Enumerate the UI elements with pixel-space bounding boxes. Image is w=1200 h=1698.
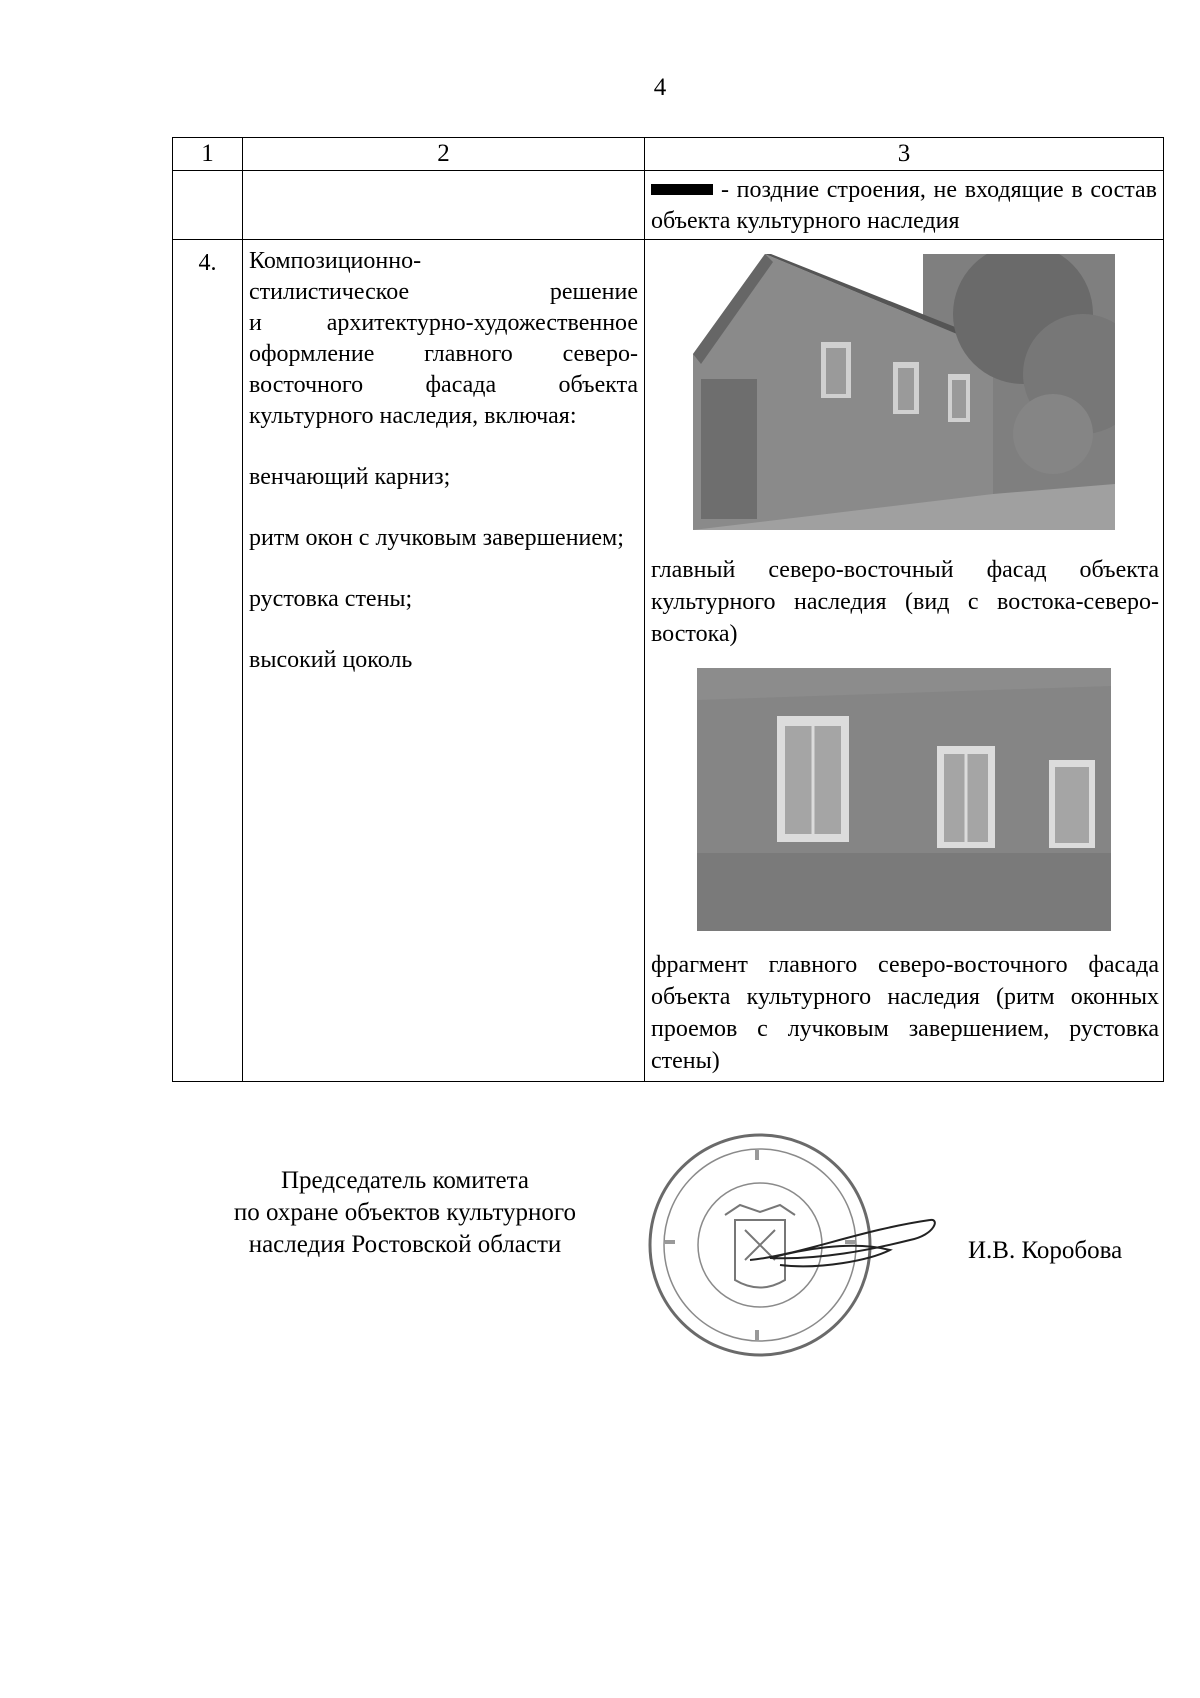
feature-item: высокий цоколь bbox=[249, 647, 413, 673]
handwritten-signature-icon bbox=[740, 1200, 940, 1280]
facade-photo-2 bbox=[697, 668, 1111, 931]
header-col-1: 1 bbox=[173, 138, 243, 171]
legend-row-col2 bbox=[243, 171, 645, 240]
header-col-2: 2 bbox=[243, 138, 645, 171]
feature-item: ритм окон с лучковым завершением; bbox=[249, 525, 624, 551]
description-line: Композиционно- bbox=[249, 248, 422, 274]
signatory-position bbox=[200, 1165, 610, 1261]
position-line: по охране объектов культурного bbox=[233, 1199, 577, 1226]
row-description-cell bbox=[243, 240, 645, 1082]
signatory-name: И.В. Коробова bbox=[968, 1237, 1123, 1264]
heritage-table bbox=[172, 137, 1164, 1082]
description-line: культурного наследия, включая: bbox=[249, 403, 577, 429]
description-line: восточного фасада объекта bbox=[249, 372, 638, 398]
photo-2-caption bbox=[645, 949, 1163, 1081]
legend-row-col3 bbox=[645, 171, 1164, 240]
row-number-cell bbox=[173, 240, 243, 1082]
page-number: 4 bbox=[653, 74, 667, 101]
header-col-3: 3 bbox=[645, 138, 1164, 171]
position-line: наследия Ростовской области bbox=[248, 1231, 562, 1258]
legend-black-bar bbox=[651, 184, 713, 195]
feature-item: рустовка стены; bbox=[249, 586, 413, 612]
photo-2-caption-text: фрагмент главного северо-восточного фасада объекта культурного наследия (ритм оконных проемов с лучковым завершением, рустовка стены) bbox=[651, 952, 1159, 1074]
facade-photo-1 bbox=[693, 254, 1115, 530]
photo-1-caption-text: главный северо-восточный фасад объекта культурного наследия (вид с востока-северо-востока) bbox=[651, 557, 1159, 647]
feature-item: венчающий карниз; bbox=[249, 464, 451, 490]
description-line: стилистическое решение bbox=[249, 279, 638, 305]
row-number: 4. bbox=[198, 250, 217, 276]
photo-1-caption bbox=[645, 554, 1163, 650]
row-photos-cell bbox=[645, 240, 1164, 1082]
legend-row-col1 bbox=[173, 171, 243, 240]
description-line: оформление главного северо- bbox=[249, 341, 638, 367]
table-row-4 bbox=[173, 240, 1164, 1082]
legend-row bbox=[173, 171, 1164, 240]
table-header-row bbox=[173, 138, 1164, 171]
description-line: и архитектурно-художественное bbox=[249, 310, 638, 336]
legend-text: - поздние строения, не входящие в состав объекта культурного наследия bbox=[651, 177, 1157, 234]
position-line: Председатель комитета bbox=[281, 1167, 529, 1194]
